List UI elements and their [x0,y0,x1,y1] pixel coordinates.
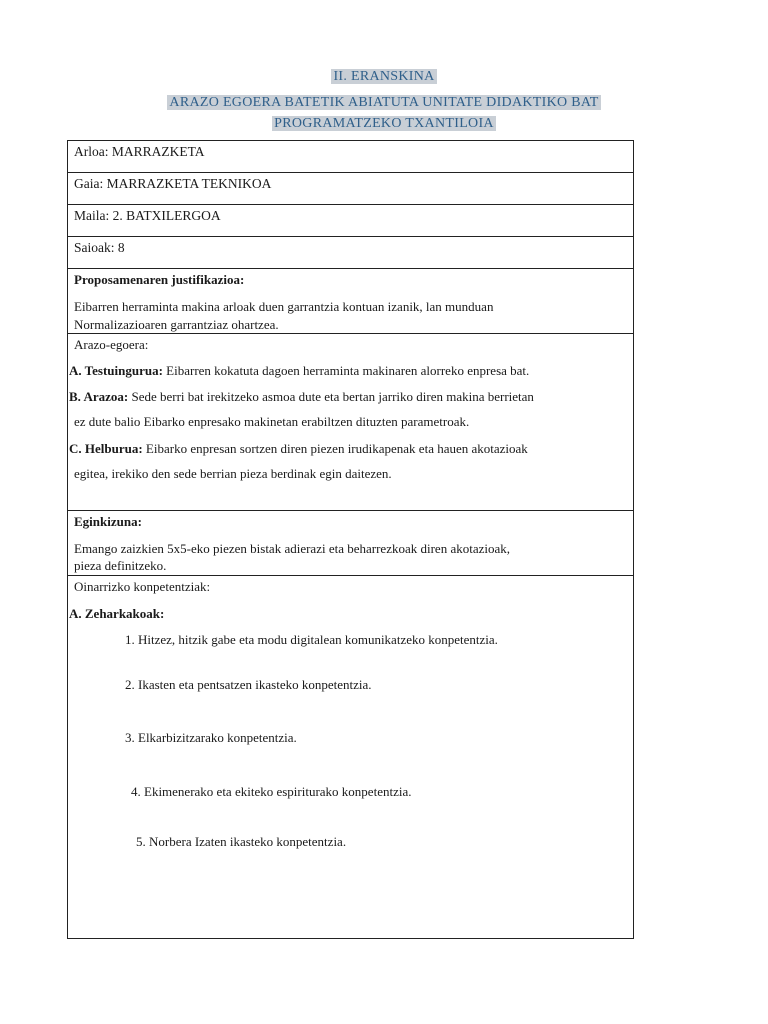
row-maila [68,205,634,237]
row-competences [68,576,634,939]
problem-title: Arazo-egoera: [74,337,149,352]
justification-line-1: Eibarren herraminta makina arloak duen garrantzia kontuan izanik, lan munduan [74,299,494,314]
problem-cell [68,334,634,511]
cross-competences-label: A. Zeharkakoak: [69,606,165,621]
competence-item: 5. Norbera Izaten ikasteko konpetentzia. [136,834,347,849]
row-gaia [68,173,634,205]
saioak-field: Saioak: 8 [68,237,634,269]
task-line-1: Emango zaizkien 5x5-eko piezen bistak adierazi eta beharrezkoak diren akotazioak, [74,541,511,556]
justification-title: Proposamenaren justifikazioa: [74,272,245,287]
goal-label: C. Helburua: [69,441,143,456]
annex-title: II. ERANSKINA [333,69,435,84]
task-cell [68,511,634,576]
template-title-line-2: PROGRAMATZEKO TXANTILOIA [274,116,494,131]
row-arloa [68,141,634,173]
task-line-2: pieza definitzeko. [74,558,167,573]
justification-line-2: Normalizazioaren garrantziaz ohartzea. [74,317,279,332]
competence-item: 1. Hitzez, hitzik gabe eta modu digitalean komunikatzeko konpetentzia. [125,632,498,647]
task-title: Eginkizuna: [74,514,142,529]
context-label: A. Testuingurua: [69,363,163,378]
row-task [68,511,634,576]
goal-text-1: Eibarko enpresan sortzen diren piezen irudikapenak eta hauen akotazioak [145,441,528,456]
gaia-field: Gaia: MARRAZKETA TEKNIKOA [68,173,634,205]
arloa-field: Arloa: MARRAZKETA [68,141,634,173]
goal-text-2: egitea, irekiko den sede berrian pieza berdinak egin daitezen. [74,466,392,481]
template-title-line-1: ARAZO EGOERA BATETIK ABIATUTA UNITATE DIDAKTIKO BAT [169,95,599,110]
goal-line-1 [69,441,528,457]
problem-text-1: Sede berri bat irekitzeko asmoa dute eta bertan jarriko diren makina berrietan [131,389,534,404]
competences-title: Oinarrizko konpetentziak: [74,579,211,594]
problem-label: B. Arazoa: [69,389,129,404]
row-saioak [68,237,634,269]
row-problem-situation [68,334,634,511]
template-table [67,140,634,939]
row-justification [68,269,634,334]
justification-cell [68,269,634,334]
context-line [69,363,529,379]
context-text: Eibarren kokatuta dagoen herraminta makinaren alorreko enpresa bat. [166,363,530,378]
competence-item: 3. Elkarbizitzarako konpetentzia. [125,730,297,745]
competence-item: 4. Ekimenerako eta ekiteko espiriturako konpetentzia. [131,784,412,799]
competences-cell [68,576,634,939]
competence-item: 2. Ikasten eta pentsatzen ikasteko konpetentzia. [125,677,372,692]
maila-field: Maila: 2. BATXILERGOA [68,205,634,237]
problem-line-1 [69,389,534,405]
problem-text-2: ez dute balio Eibarko enpresako makinetan erabiltzen dituzten parametroak. [74,414,470,429]
